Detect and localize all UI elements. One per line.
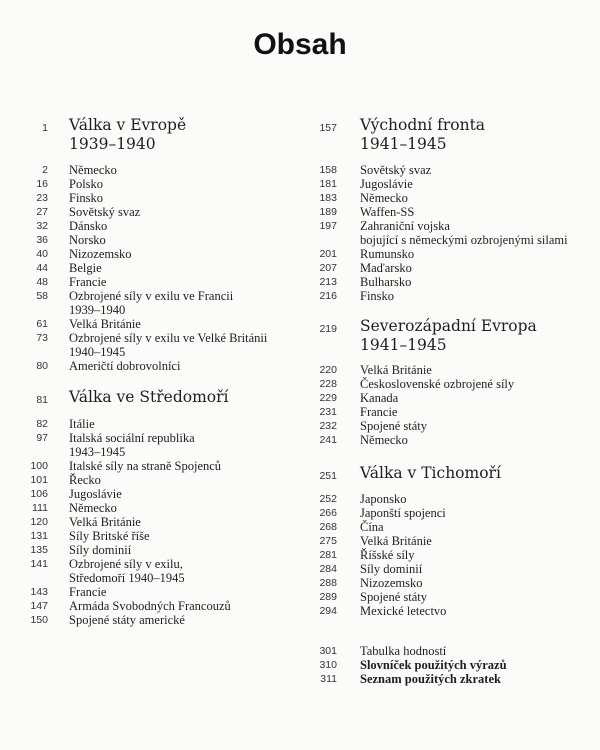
entry-title: Jugoslávie: [69, 487, 122, 501]
toc-entry[interactable]: [20, 487, 310, 501]
entry-title: Sovětský svaz: [69, 205, 141, 219]
toc-entry[interactable]: [300, 191, 590, 205]
entry-page-number: 252: [319, 493, 337, 505]
entry-title: 1940–1945: [69, 345, 126, 359]
entry-page-number: 131: [30, 530, 48, 542]
toc-entry[interactable]: [300, 289, 590, 303]
entry-page-number: 266: [319, 507, 337, 519]
entry-title: Středomoří 1940–1945: [69, 571, 185, 585]
section-heading[interactable]: [300, 464, 590, 483]
appendix-entries: [300, 644, 590, 686]
entry-title: Velká Británie: [69, 515, 141, 529]
section-page-number: 251: [319, 470, 337, 482]
section-title-line: [20, 135, 310, 154]
entry-page-number: 120: [30, 516, 48, 528]
toc-entry[interactable]: [300, 576, 590, 590]
entry-title: Tabulka hodností: [360, 644, 447, 658]
entry-page-number: 311: [320, 673, 337, 685]
toc-entry[interactable]: [20, 515, 310, 529]
toc-entry[interactable]: [300, 562, 590, 576]
entry-page-number: 207: [319, 262, 337, 274]
entry-title: Američtí dobrovolníci: [69, 359, 181, 373]
entry-title: Říšské síly: [360, 548, 415, 562]
entry-title: Dánsko: [69, 219, 108, 233]
section-title-line: [300, 336, 590, 355]
entry-title: Velká Británie: [360, 363, 432, 377]
toc-entry[interactable]: [300, 163, 590, 177]
entry-title: Japonsko: [360, 492, 407, 506]
toc-entry[interactable]: [300, 405, 590, 419]
toc-entry[interactable]: [300, 419, 590, 433]
entry-page-number: 150: [30, 614, 48, 626]
toc-entry[interactable]: [300, 261, 590, 275]
entry-title: Japonští spojenci: [360, 506, 446, 520]
section-page-number: 1: [42, 122, 48, 134]
entry-page-number: 228: [319, 378, 337, 390]
entry-page-number: 232: [319, 420, 337, 432]
section-heading[interactable]: [20, 116, 310, 154]
toc-entry[interactable]: [300, 548, 590, 562]
page-title: Obsah: [253, 28, 347, 61]
entry-page-number: 301: [319, 645, 337, 657]
section-title-text: 1941–1945: [360, 336, 447, 354]
toc-entry[interactable]: [300, 363, 590, 377]
entry-title: Francie: [69, 585, 107, 599]
entry-title: Waffen-SS: [360, 205, 415, 219]
entry-page-number: 289: [319, 591, 337, 603]
entry-title: Armáda Svobodných Francouzů: [69, 599, 231, 613]
section-title-line: [20, 388, 310, 407]
entry-page-number: 2: [42, 164, 48, 176]
entry-page-number: 36: [36, 234, 48, 246]
toc-entry[interactable]: [300, 247, 590, 261]
toc-entry[interactable]: [20, 219, 310, 233]
entry-page-number: 284: [319, 563, 337, 575]
section-title-line: [20, 116, 310, 135]
section-page-number: 81: [36, 394, 48, 406]
entry-title: Francie: [69, 275, 107, 289]
section-title-text: 1939–1940: [69, 135, 156, 153]
entry-title: Seznam použitých zkratek: [360, 672, 501, 686]
section-title-text: Válka v Evropě: [69, 116, 187, 134]
entry-title: Italská sociální republika: [69, 431, 195, 445]
toc-entry[interactable]: [300, 177, 590, 191]
entry-page-number: 135: [30, 544, 48, 556]
entry-page-number: 201: [319, 248, 337, 260]
toc-entry[interactable]: [20, 359, 310, 373]
entry-page-number: 216: [319, 290, 337, 302]
entry-title: Německo: [69, 163, 117, 177]
entry-title: Ozbrojené síly v exilu ve Velké Británii: [69, 331, 268, 345]
section-entries: [300, 363, 590, 447]
toc-entry[interactable]: [20, 431, 310, 459]
toc-entry[interactable]: [20, 191, 310, 205]
section-title-line: [300, 464, 590, 483]
toc-entry[interactable]: [20, 289, 310, 317]
entry-page-number: 143: [30, 586, 48, 598]
section-page-number: 157: [319, 122, 337, 134]
toc-entry[interactable]: [300, 205, 590, 219]
entry-page-number: 281: [319, 549, 337, 561]
entry-page-number: 73: [36, 332, 48, 344]
entry-title: Belgie: [69, 261, 102, 275]
entry-page-number: 229: [319, 392, 337, 404]
entry-page-number: 27: [36, 206, 48, 218]
section-title-text: Válka ve Středomoří: [69, 388, 229, 406]
entry-title: Čína: [360, 520, 384, 534]
entry-title: Nizozemsko: [69, 247, 132, 261]
entry-title: 1943–1945: [69, 445, 126, 459]
toc-entry[interactable]: [20, 233, 310, 247]
entry-page-number: 294: [319, 605, 337, 617]
toc-entry[interactable]: [20, 459, 310, 473]
entry-page-number: 106: [30, 488, 48, 500]
entry-title: Německo: [360, 433, 408, 447]
entry-title: Italské síly na straně Spojenců: [69, 459, 222, 473]
toc-entry[interactable]: [20, 529, 310, 543]
entry-page-number: 220: [319, 364, 337, 376]
section-title-line: [300, 135, 590, 154]
section-heading[interactable]: [300, 116, 590, 154]
entry-page-number: 101: [30, 474, 48, 486]
entry-title: Mexické letectvo: [360, 604, 447, 618]
toc-entry[interactable]: [300, 377, 590, 391]
entry-page-number: 197: [319, 220, 337, 232]
entry-page-number: 97: [36, 432, 48, 444]
entry-page-number: 158: [319, 164, 337, 176]
entry-title: Spojené státy americké: [69, 613, 185, 627]
toc-entry[interactable]: [300, 604, 590, 618]
toc-entry[interactable]: [20, 163, 310, 177]
section-title-line: [300, 317, 590, 336]
toc-entry[interactable]: [300, 492, 590, 506]
entry-title: Jugoslávie: [360, 177, 413, 191]
toc-entry[interactable]: [20, 557, 310, 585]
entry-title: Spojené státy: [360, 590, 428, 604]
entry-page-number: 80: [36, 360, 48, 372]
toc-entry[interactable]: [20, 247, 310, 261]
toc-entry[interactable]: [300, 391, 590, 405]
entry-page-number: 16: [36, 178, 48, 190]
toc-entry[interactable]: [20, 585, 310, 599]
toc-entry[interactable]: [20, 613, 310, 627]
entry-title: Finsko: [360, 289, 395, 303]
entry-title: Kanada: [360, 391, 399, 405]
entry-page-number: 111: [32, 502, 48, 514]
toc-entry[interactable]: [20, 205, 310, 219]
entry-title: Německo: [360, 191, 408, 205]
toc-entry[interactable]: [300, 506, 590, 520]
entry-title: Ozbrojené síly v exilu,: [69, 557, 183, 571]
entry-title: Velká Británie: [69, 317, 141, 331]
entry-page-number: 40: [36, 248, 48, 260]
entry-title: Síly dominií: [360, 562, 423, 576]
entry-title: Slovníček použitých výrazů: [360, 658, 507, 672]
toc-entry[interactable]: [300, 658, 590, 672]
toc-entry[interactable]: [300, 590, 590, 604]
toc-entry[interactable]: [20, 543, 310, 557]
toc-entry[interactable]: [20, 417, 310, 431]
toc-entry[interactable]: [20, 275, 310, 289]
entry-page-number: 268: [319, 521, 337, 533]
entry-title: Velká Británie: [360, 534, 432, 548]
entry-title: Rumunsko: [360, 247, 415, 261]
toc-entry[interactable]: [20, 177, 310, 191]
entry-page-number: 61: [36, 318, 48, 330]
entry-title: Řecko: [69, 473, 101, 487]
entry-page-number: 213: [319, 276, 337, 288]
entry-title: Nizozemsko: [360, 576, 423, 590]
entry-title: bojující s německými ozbrojenými silami: [360, 233, 568, 247]
entry-page-number: 183: [319, 192, 337, 204]
section-heading[interactable]: [300, 317, 590, 355]
entry-title: Síly Britské říše: [69, 529, 150, 543]
entry-title: Finsko: [69, 191, 104, 205]
entry-title: Sovětský svaz: [360, 163, 432, 177]
entry-title: Německo: [69, 501, 117, 515]
toc-entry[interactable]: [20, 473, 310, 487]
entry-page-number: 231: [319, 406, 337, 418]
section-title-text: Válka v Tichomoří: [360, 464, 501, 482]
entry-page-number: 288: [319, 577, 337, 589]
entry-title: Bulharsko: [360, 275, 412, 289]
entry-page-number: 32: [36, 220, 48, 232]
section-title-text: 1941–1945: [360, 135, 447, 153]
toc-entry[interactable]: [300, 534, 590, 548]
toc-entry[interactable]: [20, 501, 310, 515]
entry-title: Polsko: [69, 177, 104, 191]
entry-page-number: 189: [319, 206, 337, 218]
entry-page-number: 48: [36, 276, 48, 288]
toc-entry[interactable]: [300, 433, 590, 447]
entry-title: 1939–1940: [69, 303, 126, 317]
section-entries: [300, 163, 590, 303]
section-entries: [20, 163, 310, 373]
entry-title: Maďarsko: [360, 261, 412, 275]
toc-entry[interactable]: [20, 599, 310, 613]
section-entries: [20, 417, 310, 627]
entry-title: Ozbrojené síly v exilu ve Francii: [69, 289, 234, 303]
entry-page-number: 82: [36, 418, 48, 430]
entry-page-number: 44: [36, 262, 48, 274]
entry-title: Síly dominií: [69, 543, 132, 557]
entry-page-number: 310: [319, 659, 337, 671]
entry-title: Zahraniční vojska: [360, 219, 450, 233]
toc-entry[interactable]: [300, 644, 590, 658]
entry-title: Itálie: [69, 417, 95, 431]
toc-entry[interactable]: [20, 261, 310, 275]
section-entries: [300, 492, 590, 618]
toc-entry[interactable]: [20, 317, 310, 331]
entry-title: Francie: [360, 405, 398, 419]
entry-page-number: 100: [30, 460, 48, 472]
toc-entry[interactable]: [300, 672, 590, 686]
toc-entry[interactable]: [20, 331, 310, 359]
section-heading[interactable]: [20, 388, 310, 407]
entry-title: Spojené státy: [360, 419, 428, 433]
entry-title: Norsko: [69, 233, 106, 247]
toc-entry[interactable]: [300, 520, 590, 534]
toc-entry[interactable]: [300, 275, 590, 289]
section-title-line: [300, 116, 590, 135]
entry-page-number: 241: [319, 434, 337, 446]
entry-page-number: 275: [319, 535, 337, 547]
entry-page-number: 147: [30, 600, 48, 612]
entry-page-number: 58: [36, 290, 48, 302]
entry-title: Československé ozbrojené síly: [360, 377, 515, 391]
entry-page-number: 23: [36, 192, 48, 204]
section-page-number: 219: [319, 323, 337, 335]
entry-page-number: 181: [319, 178, 337, 190]
entry-page-number: 141: [30, 558, 48, 570]
section-title-text: Severozápadní Evropa: [360, 317, 537, 335]
section-title-text: Východní fronta: [360, 116, 486, 134]
toc-entry[interactable]: [300, 219, 590, 247]
